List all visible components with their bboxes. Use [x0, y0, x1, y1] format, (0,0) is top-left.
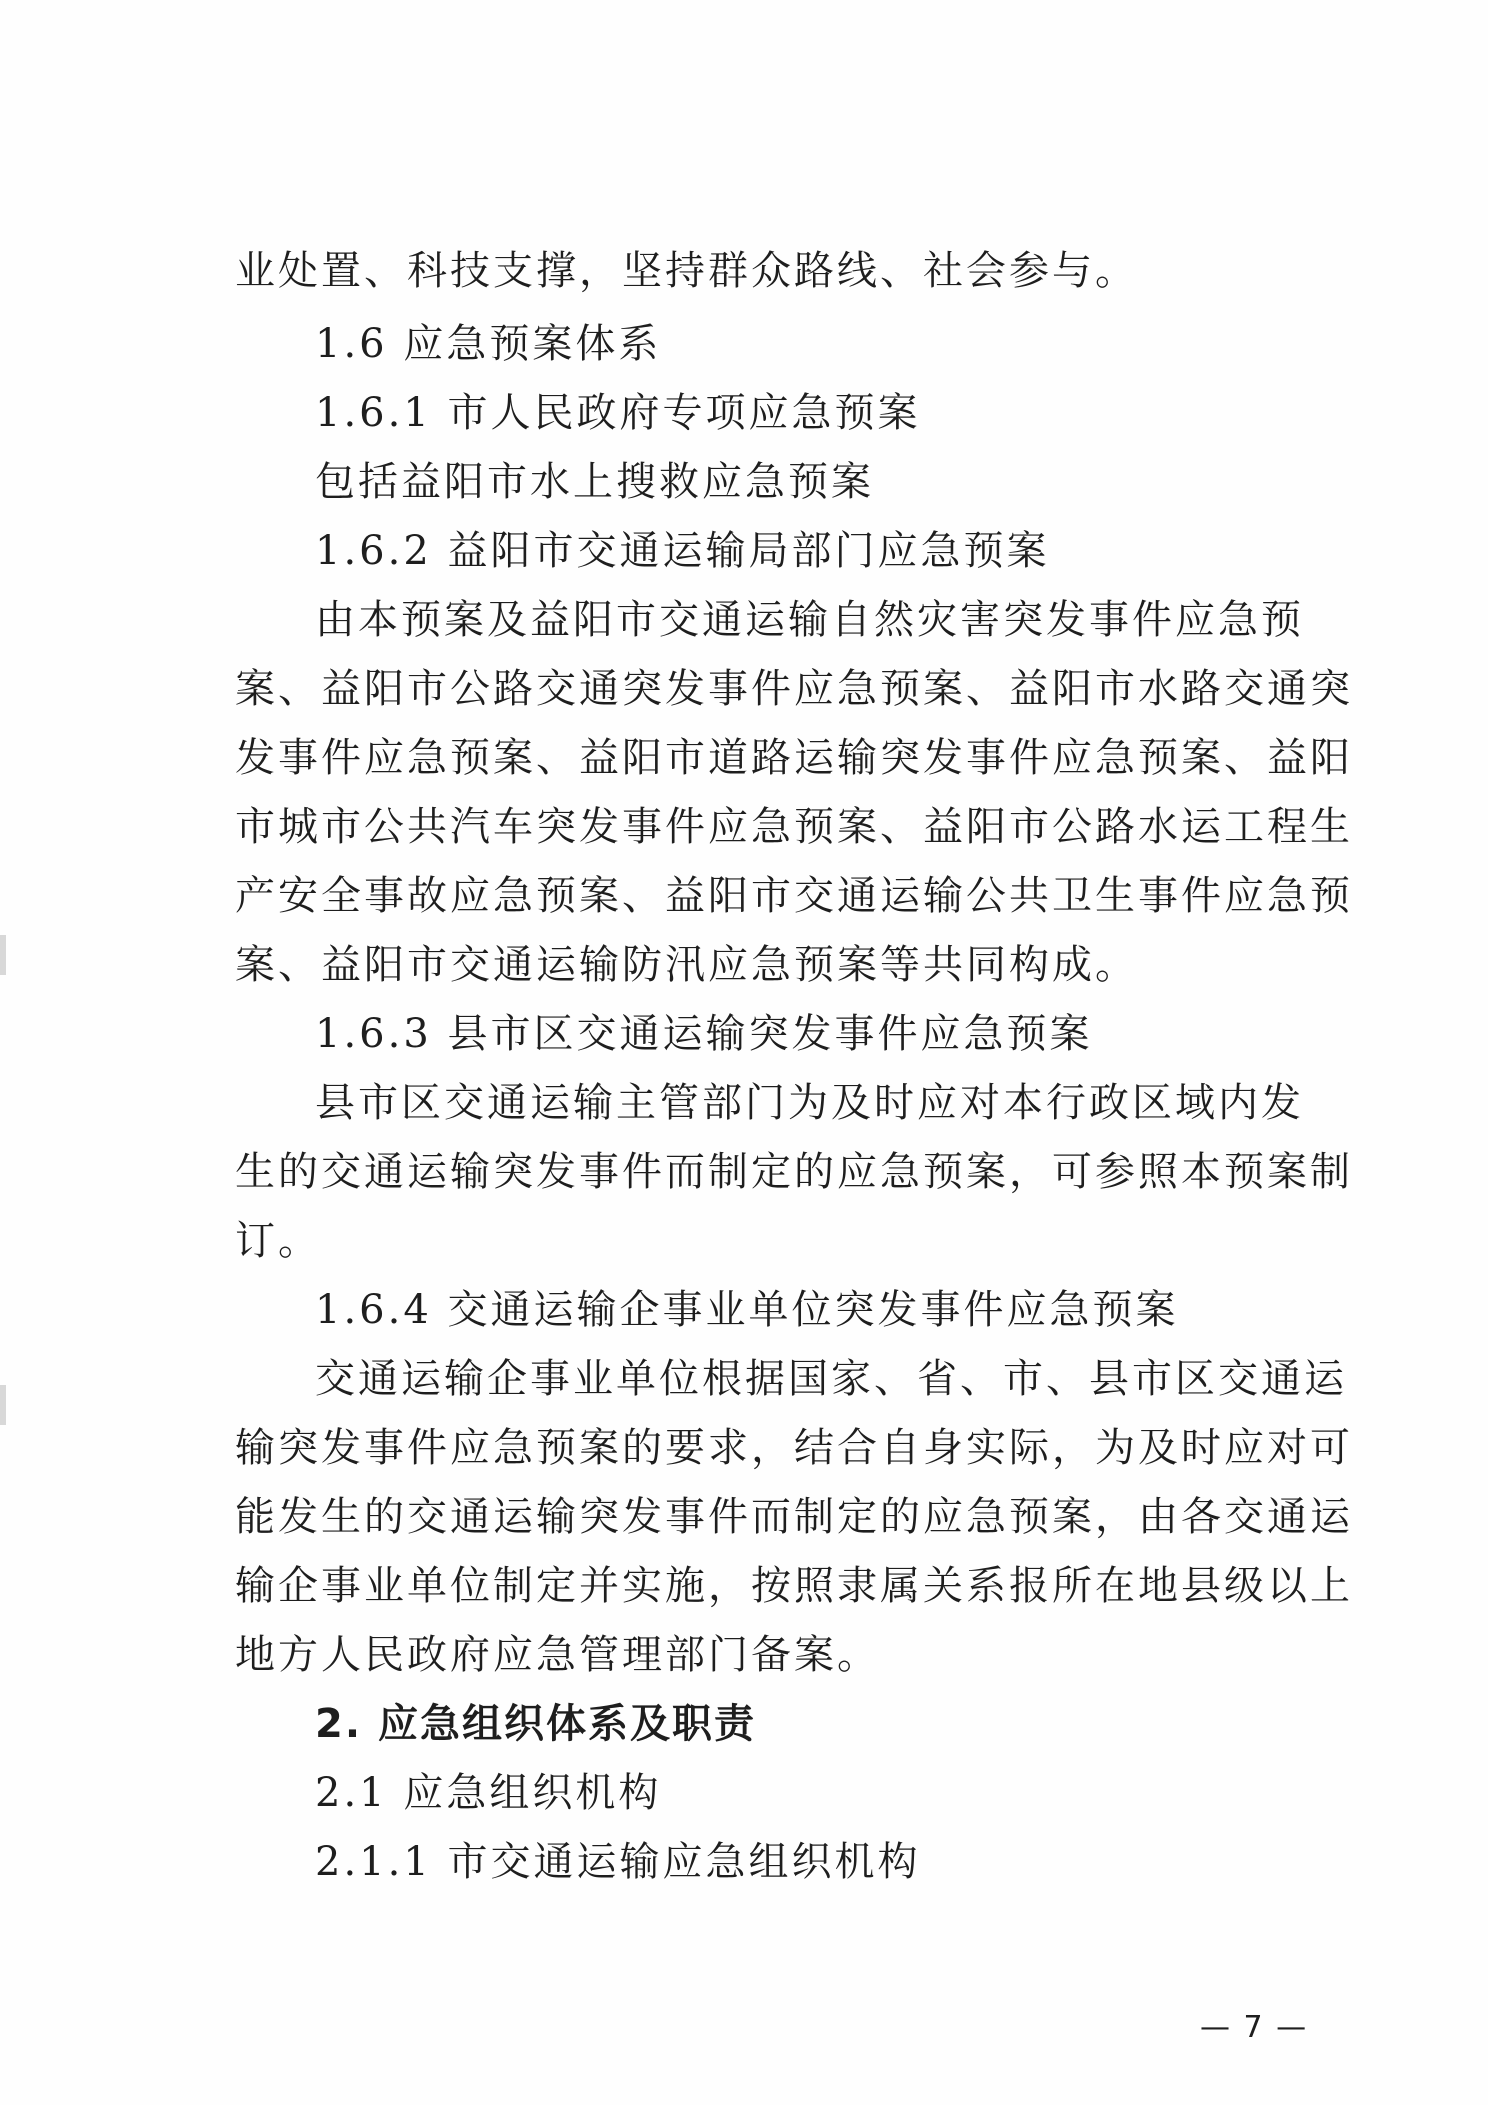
paragraph-line: 市城市公共汽车突发事件应急预案、益阳市公路水运工程生 — [235, 804, 1353, 850]
scan-edge-mark — [0, 1385, 6, 1425]
section-heading: 1.6.4 交通运输企事业单位突发事件应急预案 — [315, 1287, 1179, 1333]
paragraph-line: 输突发事件应急预案的要求，结合自身实际，为及时应对可 — [235, 1425, 1353, 1471]
section-heading: 1.6.1 市人民政府专项应急预案 — [315, 390, 921, 436]
paragraph-line: 能发生的交通运输突发事件而制定的应急预案，由各交通运 — [235, 1494, 1353, 1540]
paragraph-line: 包括益阳市水上搜救应急预案 — [315, 459, 874, 505]
paragraph-line: 订。 — [235, 1218, 321, 1264]
paragraph-line: 交通运输企事业单位根据国家、省、市、县市区交通运 — [315, 1356, 1347, 1402]
page-number: — 7 — — [1200, 2010, 1309, 2045]
section-heading: 2.1 应急组织机构 — [315, 1770, 662, 1816]
section-heading: 1.6 应急预案体系 — [315, 321, 662, 367]
paragraph-line: 发事件应急预案、益阳市道路运输突发事件应急预案、益阳 — [235, 735, 1353, 781]
paragraph-line: 由本预案及益阳市交通运输自然灾害突发事件应急预 — [315, 597, 1304, 643]
section-heading: 2.1.1 市交通运输应急组织机构 — [315, 1839, 921, 1885]
paragraph-line: 地方人民政府应急管理部门备案。 — [235, 1632, 880, 1678]
paragraph-line: 产安全事故应急预案、益阳市交通运输公共卫生事件应急预 — [235, 873, 1353, 919]
paragraph-line: 业处置、科技支撑，坚持群众路线、社会参与。 — [235, 248, 1138, 294]
chapter-heading: 2. 应急组织体系及职责 — [315, 1701, 756, 1747]
scan-edge-mark — [0, 935, 6, 975]
paragraph-line: 案、益阳市交通运输防汛应急预案等共同构成。 — [235, 942, 1138, 988]
section-heading: 1.6.2 益阳市交通运输局部门应急预案 — [315, 528, 1050, 574]
paragraph-line: 输企事业单位制定并实施，按照隶属关系报所在地县级以上 — [235, 1563, 1353, 1609]
paragraph-line: 生的交通运输突发事件而制定的应急预案，可参照本预案制 — [235, 1149, 1353, 1195]
paragraph-line: 案、益阳市公路交通突发事件应急预案、益阳市水路交通突 — [235, 666, 1353, 712]
section-heading: 1.6.3 县市区交通运输突发事件应急预案 — [315, 1011, 1093, 1057]
paragraph-line: 县市区交通运输主管部门为及时应对本行政区域内发 — [315, 1080, 1304, 1126]
